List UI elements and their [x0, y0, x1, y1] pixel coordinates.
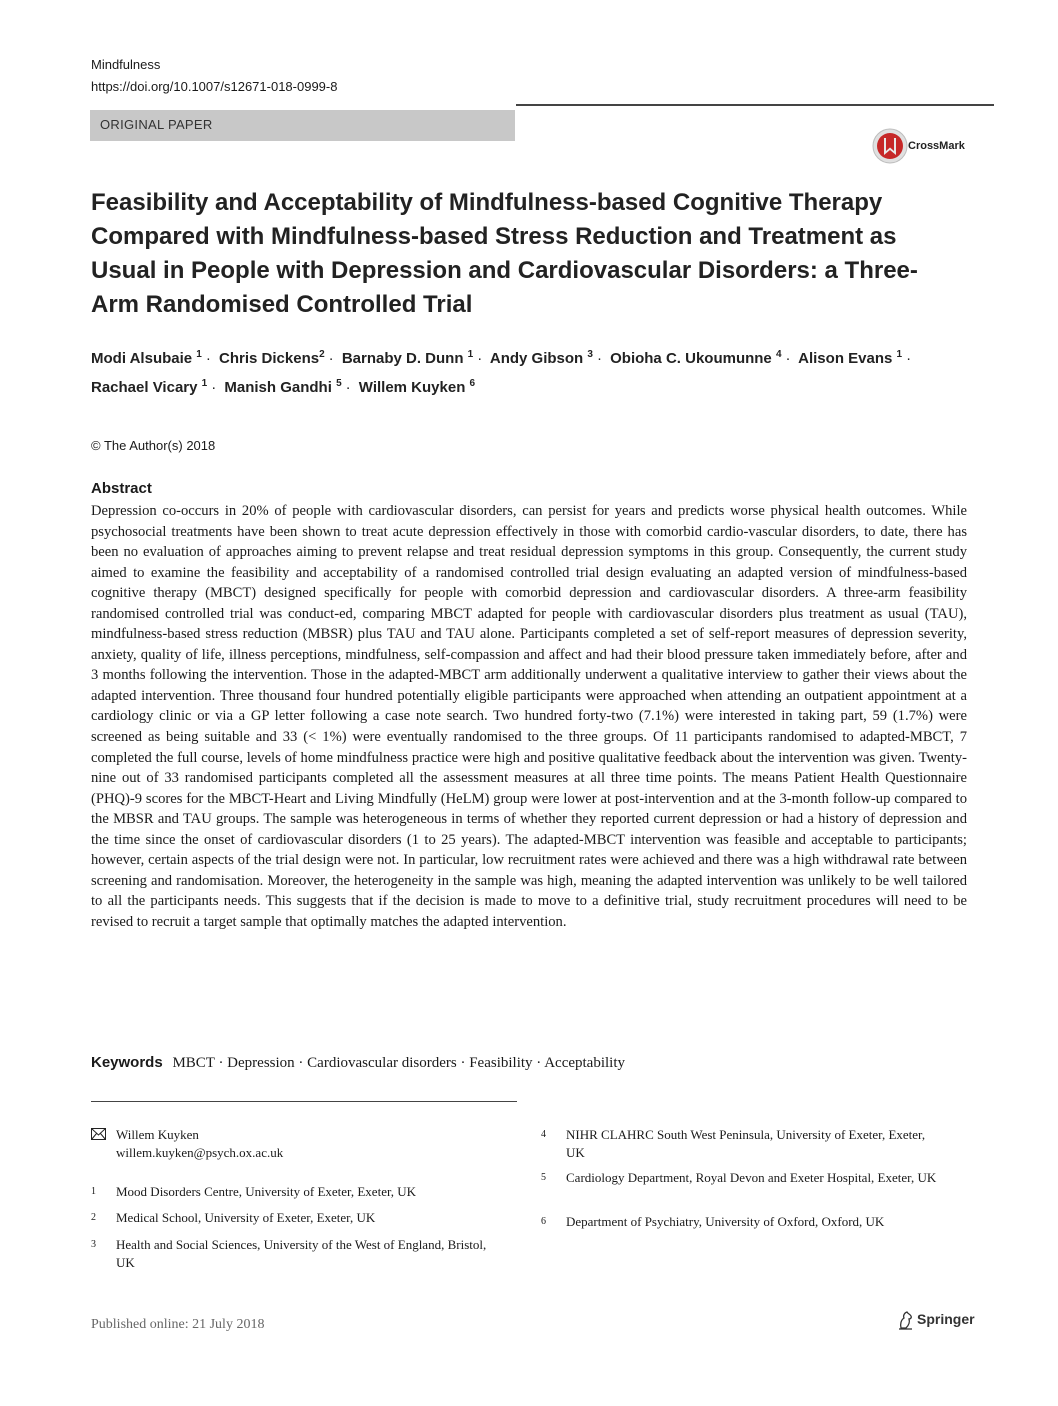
copyright-notice: © The Author(s) 2018 — [91, 438, 216, 453]
author[interactable]: Obioha C. Ukoumunne $^4$ — [610, 349, 782, 367]
paper-type-bar — [90, 110, 515, 141]
header-rule — [516, 104, 994, 106]
affiliation-text: Mood Disorders Centre, University of Exeter, Exeter, UK — [116, 1184, 417, 1199]
affiliation-number: 4 — [541, 1129, 546, 1140]
author[interactable]: Willem Kuyken $^6$ — [358, 378, 476, 396]
mail-icon — [91, 1128, 106, 1140]
affiliation-text: Health and Social Sciences, University of the West of England, Bristol, UK — [116, 1237, 487, 1270]
author[interactable]: Barnaby D. Dunn $^1$ — [341, 349, 474, 367]
affiliation-number: 2 — [91, 1212, 96, 1223]
affiliation-note — [541, 1169, 961, 1209]
published-date: Published online: 21 July 2018 — [91, 1317, 265, 1332]
keywords-label: Keywords — [91, 1054, 163, 1071]
affiliation-number: 1 — [91, 1186, 96, 1197]
keywords-list: MBCT · Depression · Cardiovascular disorders · Feasibility · Acceptability — [172, 1055, 626, 1071]
author[interactable]: Manish Gandhi $^5$ — [224, 378, 342, 396]
affiliation-note — [91, 1209, 511, 1229]
journal-name: Mindfulness — [91, 57, 161, 72]
footnote-rule — [91, 1101, 517, 1102]
keywords-block — [91, 1054, 971, 1072]
affiliation-note — [541, 1213, 961, 1233]
affiliation-number: 6 — [541, 1216, 546, 1227]
abstract-heading: Abstract — [91, 480, 152, 497]
affiliation-number: 5 — [541, 1172, 546, 1183]
author[interactable]: Andy Gibson $^3$ — [489, 349, 593, 367]
affiliation-text: Department of Psychiatry, University of Oxford, Oxford, UK — [566, 1214, 885, 1229]
affiliation-text: Medical School, University of Exeter, Exeter, UK — [116, 1210, 376, 1225]
affiliation-text: NIHR CLAHRC South West Peninsula, University of Exeter, Exeter, UK — [566, 1127, 926, 1160]
abstract-body: Depression co-occurs in 20% of people with cardiovascular disorders, can persist for years and predicts worse physical health outcomes. While psychosocial treatments have been shown to treat acute depression effectively in those with comorbid cardio-vascular disorders, to date, there has been no evaluation of approaches aiming to prevent relapse and treat residual depression symptoms in this group. Consequently, the current study aimed to examine the feasibility and acceptability of a randomised controlled trial design evaluating an adapted version of mindfulness-based cognitive therapy (MBCT) designed specifically for people with comorbid depression and cardiovascular disorders. A three-arm feasibility randomised controlled trial was conduct-ed, comparing MBCT adapted for people with cardiovascular disorders plus treatment as usual (TAU), mindfulness-based stress reduction (MBSR) plus TAU and TAU alone. Participants completed a set of self-report measures of depression severity, anxiety, quality of life, illness perceptions, mindfulness, self-compassion and affect and had their blood pressure taken immediately before, after and 3 months following the intervention. Those in the adapted-MBCT arm additionally underwent a qualitative interview to gather their views about the adapted intervention. Three thousand four hundred potentially eligible participants were approached when attending an outpatient appointment at a cardiology clinic or via a GP letter following a case note search. Two hundred forty-two (7.1%) were interested in taking part, 59 (1.7%) were screened as being suitable and 33 (< 1%) were eventually randomised to the three groups. Of 11 participants randomised to adapted-MBCT, 7 completed the full course, levels of home mindfulness practice were high and positive qualitative feedback about the intervention was given. Twenty-nine out of 33 randomised participants completed all the assessment measures at all three time points. The means Patient Health Questionnaire (PHQ)-9 scores for the MBCT-Heart and Living Mindfully (HeLM) group were lower at post-intervention and at the 3-month follow-up compared to the MBSR and TAU groups. The sample was heterogeneous in terms of whether they reported current depression or had a history of depression and the time since the onset of cardiovascular disorders (1 to 25 years). The adapted-MBCT intervention was feasible and acceptable to participants; however, certain aspects of the trial design were not. In particular, low recruitment rates were achieved and there was a high withdrawal rate between screening and randomisation. Moreover, the heterogeneity in the sample was high, meaning the adapted intervention was unlikely to be well tailored to all the participants needs. This suggests that if the decision is made to move to a definitive trial, study recruitment procedures will need to be revised to recruit a target sample that optimally matches the adapted intervention. — [91, 503, 967, 930]
author[interactable]: Alison Evans $^1$ — [798, 349, 903, 367]
publisher-logo — [897, 1310, 997, 1334]
author[interactable]: Chris Dickens$^2$ — [219, 349, 325, 367]
correspondence-name: Willem Kuyken — [116, 1127, 199, 1142]
affiliation-number: 3 — [91, 1239, 96, 1250]
article-title: Feasibility and Acceptability of Mindfulness-based Cognitive Therapy Compared with Mindfulness-based Stress Reduction and Treatment as Usual in People with Depression and Cardiovascular Disorders: a Three-Arm Randomised Controlled Trial — [91, 189, 918, 318]
affiliation-note — [91, 1183, 511, 1203]
correspondence-note — [91, 1126, 511, 1166]
springer-horse-icon — [897, 1310, 915, 1330]
affiliation-text: Cardiology Department, Royal Devon and Exeter Hospital, Exeter, UK — [566, 1170, 937, 1185]
crossmark-badge[interactable] — [872, 128, 992, 168]
correspondence-email[interactable]: willem.kuyken@psych.ox.ac.uk — [116, 1145, 284, 1160]
author[interactable]: Modi Alsubaie $^1$ — [91, 349, 202, 367]
paper-type-label: ORIGINAL PAPER — [100, 117, 213, 132]
author-list: Modi Alsubaie $^1$ · Chris Dickens$^2$ · Barnaby D. Dunn $^1$ · Andy Gibson $^3$ · Obioha C. Ukoumunne $^4$ · Alison Evans $^1$ · Rachael Vicary $^1$ · Manish Gandhi $^5$ · Willem Kuyken $^6$ — [91, 349, 912, 396]
publisher-name: Springer — [917, 1311, 975, 1327]
author[interactable]: Rachael Vicary $^1$ — [91, 378, 208, 396]
crossmark-icon — [872, 128, 908, 164]
affiliation-note — [541, 1126, 961, 1166]
crossmark-label: CrossMark — [908, 140, 965, 152]
affiliation-note — [91, 1236, 511, 1276]
doi-link[interactable]: https://doi.org/10.1007/s12671-018-0999-8 — [91, 79, 338, 94]
